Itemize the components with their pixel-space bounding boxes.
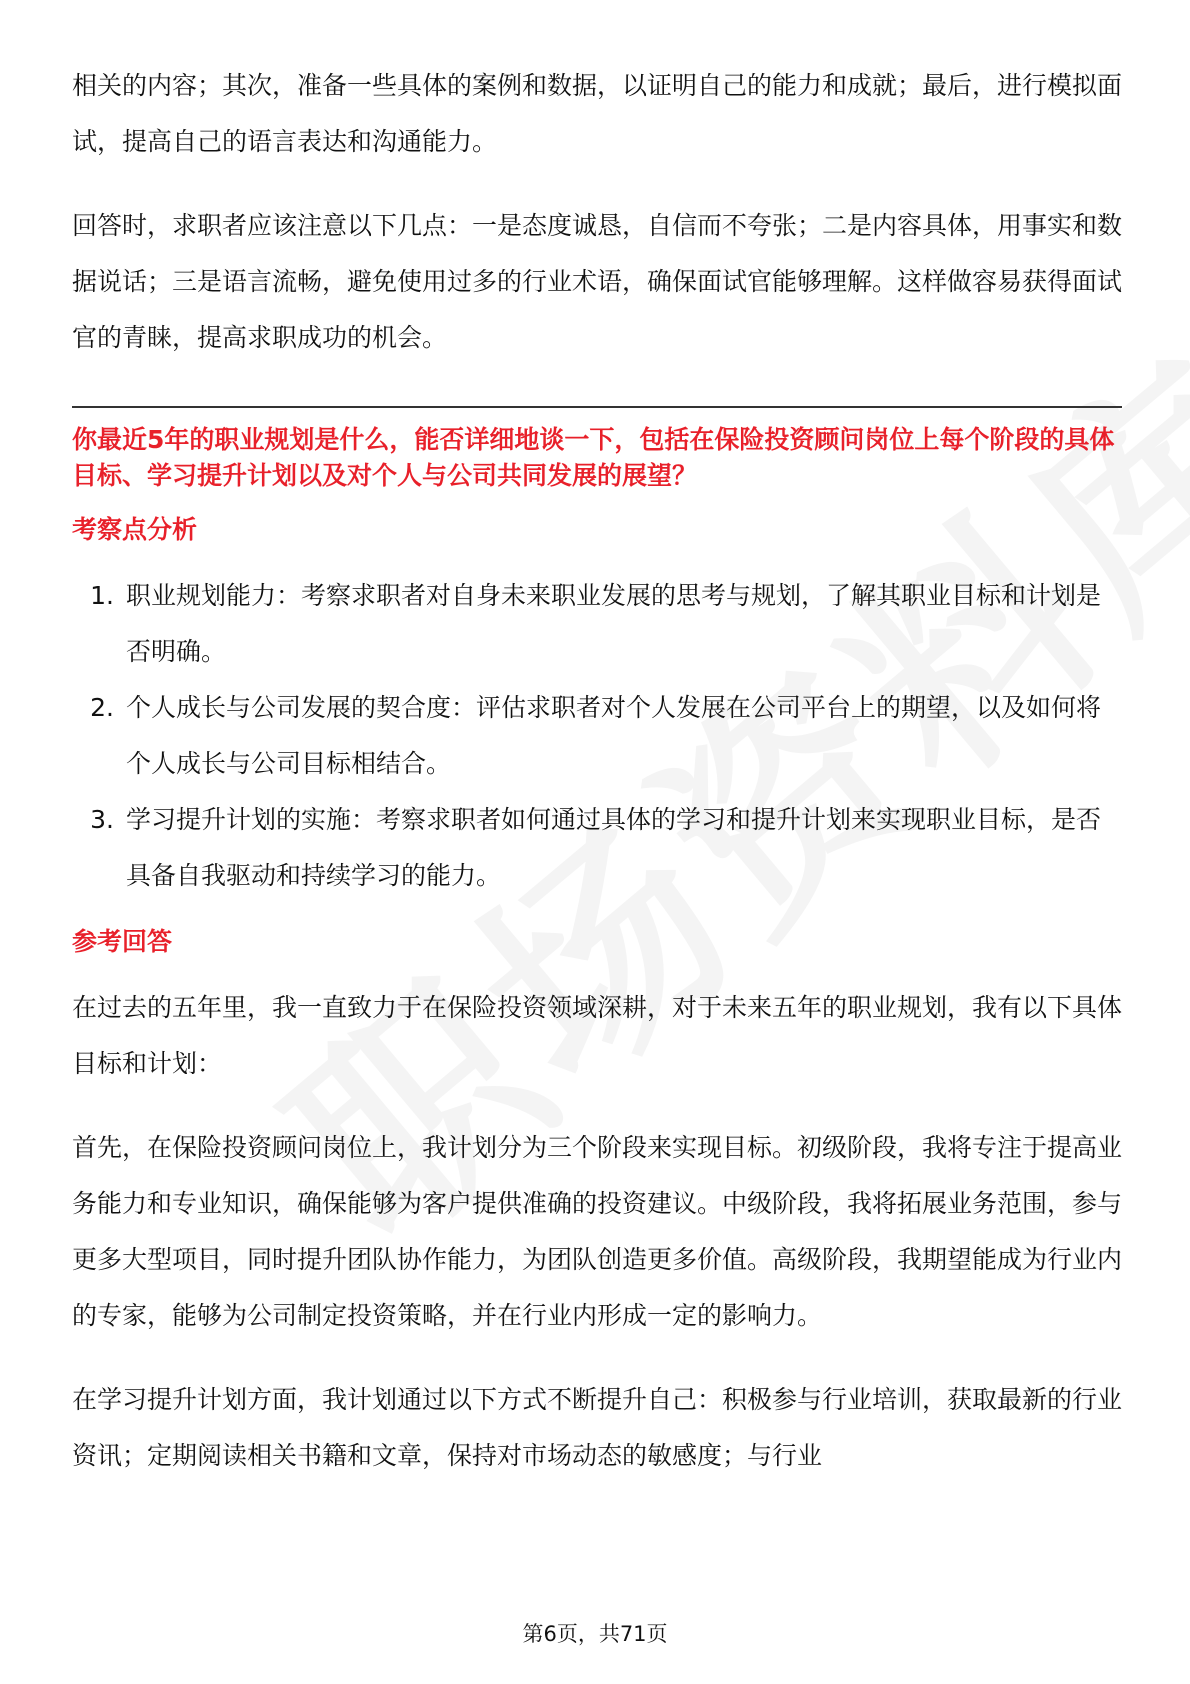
page-footer: 第6页，共71页 bbox=[522, 1622, 668, 1646]
list-item bbox=[72, 680, 1122, 792]
document-body bbox=[72, 58, 1122, 1512]
list-item bbox=[72, 792, 1122, 904]
list-item bbox=[72, 568, 1122, 680]
answer-paragraph-intro: 在过去的五年里，我一直致力于在保险投资领域深耕，对于未来五年的职业规划，我有以下具体目标和计划： bbox=[72, 993, 1123, 1078]
list-number: 2. bbox=[90, 693, 114, 722]
interview-question: 你最近5年的职业规划是什么，能否详细地谈一下，包括在保险投资顾问岗位上每个阶段的具体目标、学习提升计划以及对个人与公司共同发展的展望？ bbox=[72, 425, 1115, 490]
section-divider bbox=[72, 406, 1122, 408]
list-number: 1. bbox=[90, 581, 114, 610]
answer-paragraph-stages: 首先，在保险投资顾问岗位上，我计划分为三个阶段来实现目标。初级阶段，我将专注于提高业务能力和专业知识，确保能够为客户提供准确的投资建议。中级阶段，我将拓展业务范围，参与更多大型项目，同时提升团队协作能力，为团队创造更多价值。高级阶段，我期望能成为行业内的专家，能够为公司制定投资策略，并在行业内形成一定的影响力。 bbox=[72, 1133, 1123, 1330]
analysis-list bbox=[72, 568, 1122, 904]
answer-paragraph-learning: 在学习提升计划方面，我计划通过以下方式不断提升自己：积极参与行业培训，获取最新的行业资讯；定期阅读相关书籍和文章，保持对市场动态的敏感度；与行业 bbox=[72, 1385, 1123, 1470]
list-number: 3. bbox=[90, 805, 114, 834]
answer-heading: 参考回答 bbox=[72, 927, 173, 956]
list-text: 个人成长与公司发展的契合度：评估求职者对个人发展在公司平台上的期望，以及如何将个人成长与公司目标相结合。 bbox=[126, 693, 1102, 778]
paragraph-prep: 相关的内容；其次，准备一些具体的案例和数据，以证明自己的能力和成就；最后，进行模拟面试，提高自己的语言表达和沟通能力。 bbox=[72, 71, 1123, 156]
list-text: 职业规划能力：考察求职者对自身未来职业发展的思考与规划，了解其职业目标和计划是否明确。 bbox=[126, 581, 1102, 666]
paragraph-tips: 回答时，求职者应该注意以下几点：一是态度诚恳，自信而不夸张；二是内容具体，用事实和数据说话；三是语言流畅，避免使用过多的行业术语，确保面试官能够理解。这样做容易获得面试官的青睐，提高求职成功的机会。 bbox=[72, 211, 1123, 352]
analysis-heading: 考察点分析 bbox=[72, 515, 198, 544]
list-text: 学习提升计划的实施：考察求职者如何通过具体的学习和提升计划来实现职业目标，是否具备自我驱动和持续学习的能力。 bbox=[126, 805, 1102, 890]
